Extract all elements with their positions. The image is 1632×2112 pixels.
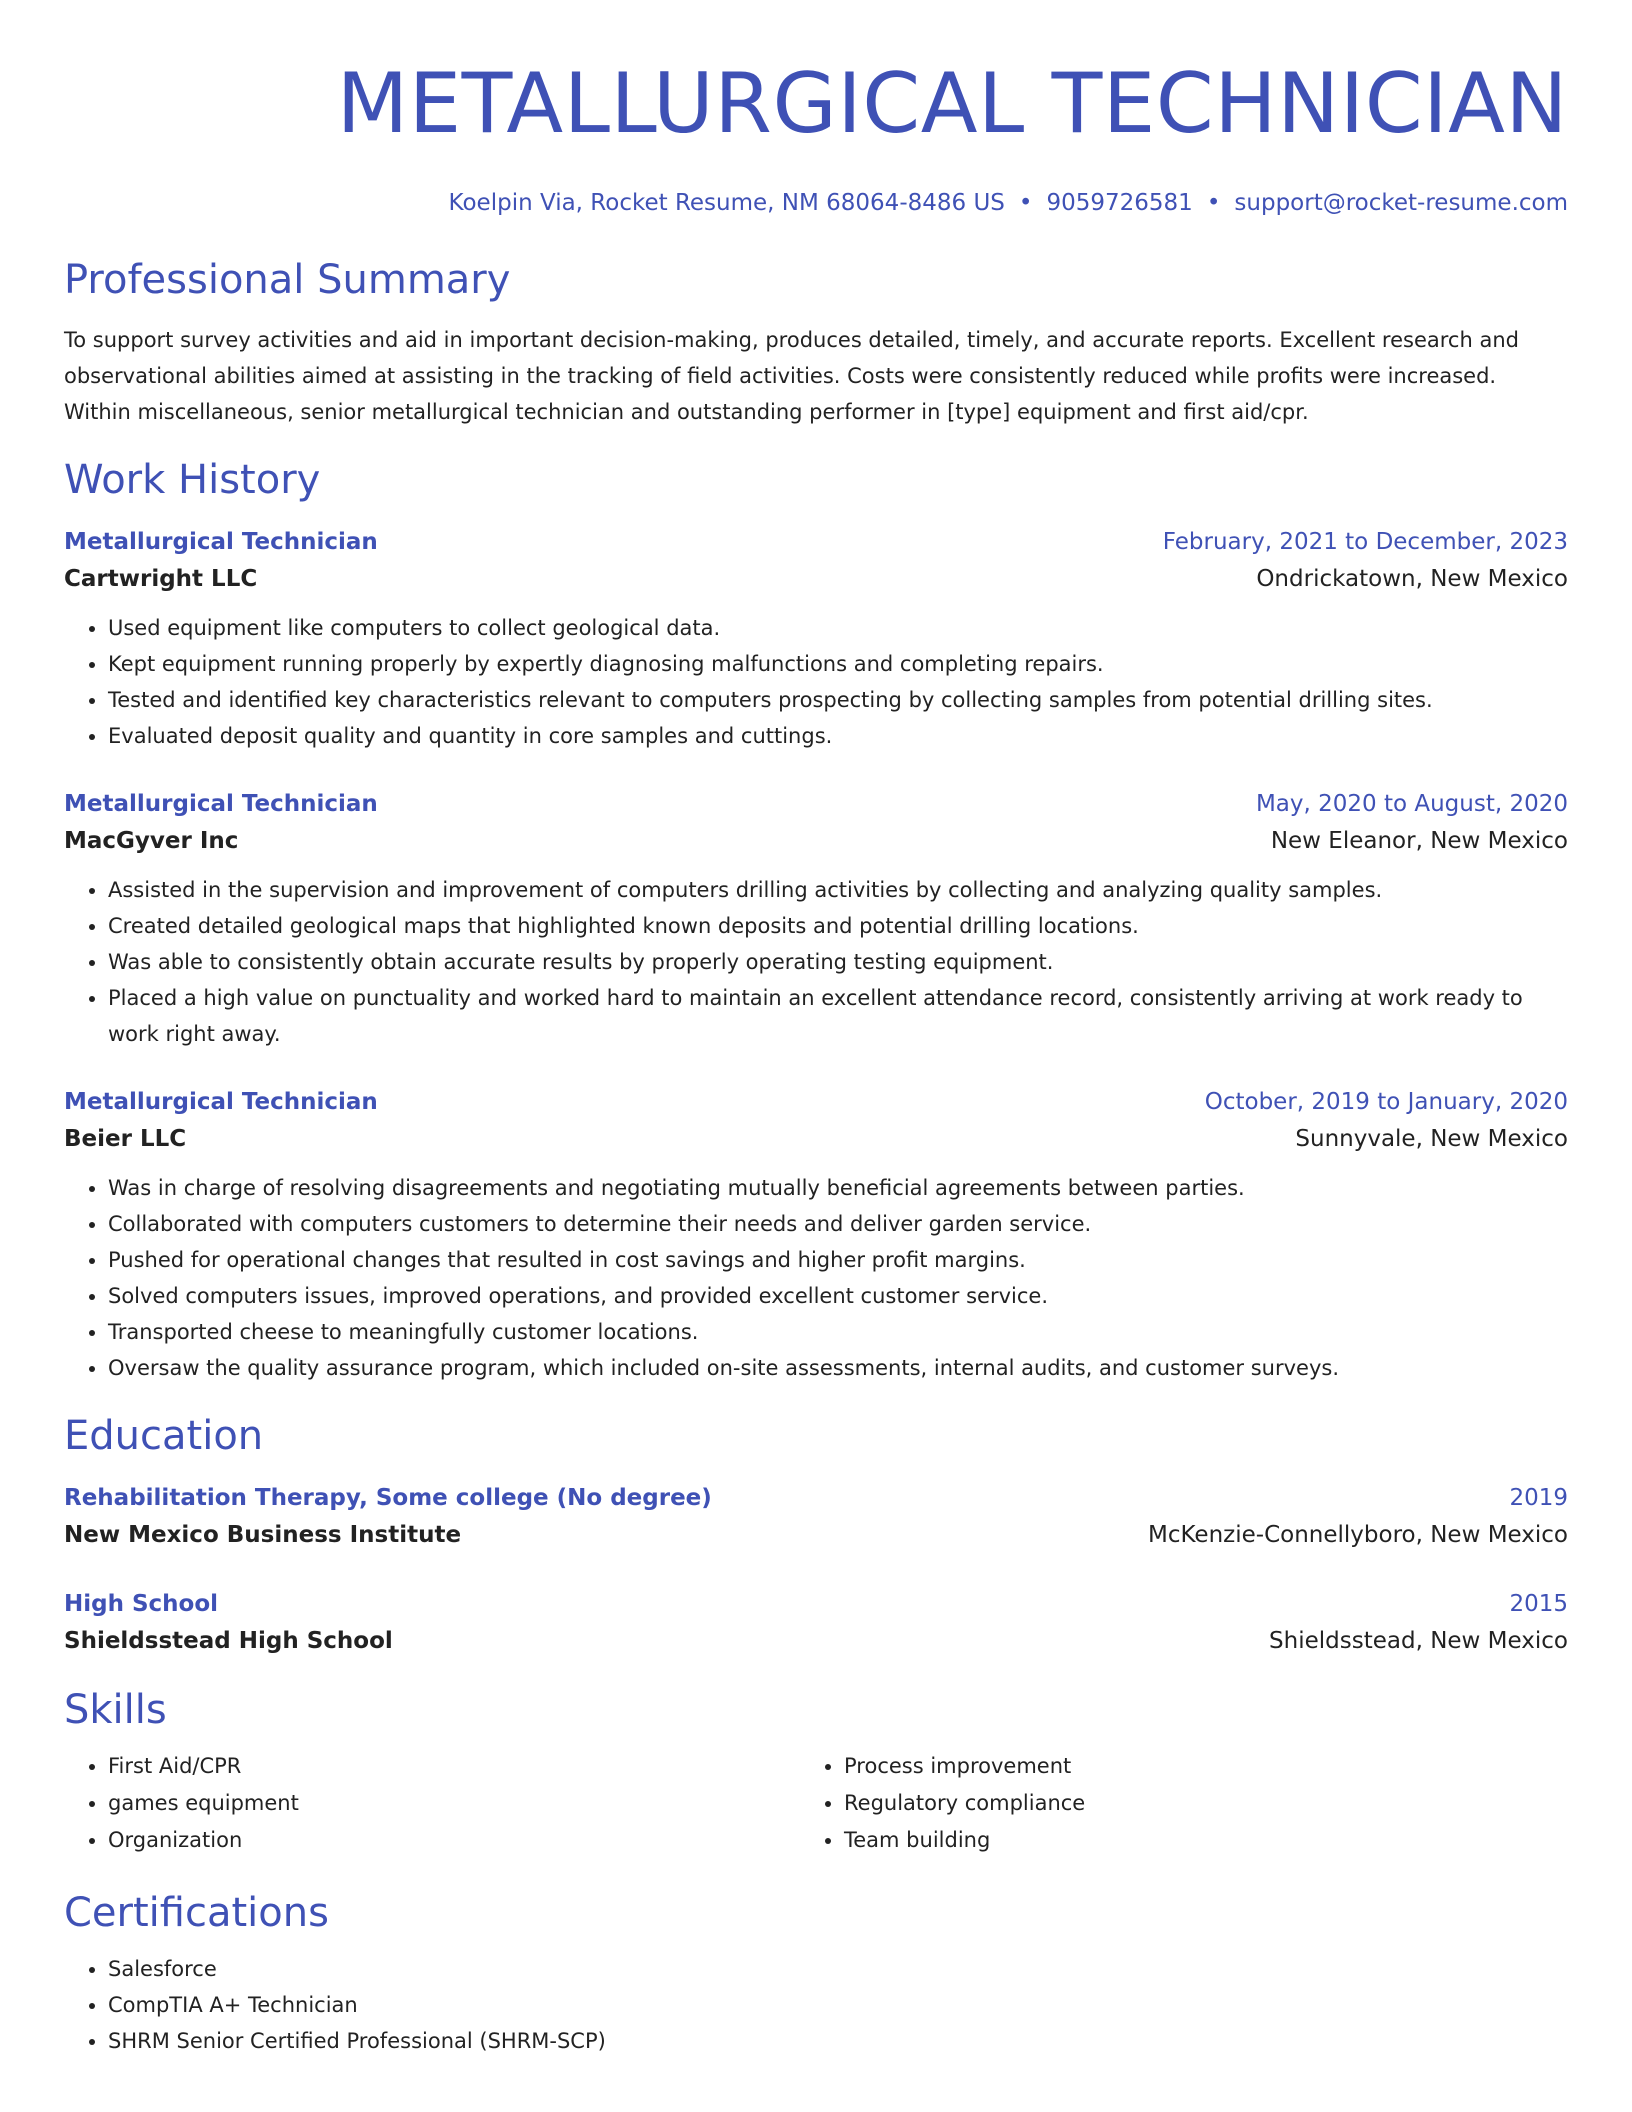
certification-item: • Salesforce [108, 1951, 1568, 1987]
skills-list-left [64, 1748, 800, 1859]
education-degree: Rehabilitation Therapy, Some college (No degree) [64, 1485, 712, 1511]
certification-item: • SHRM Senior Certified Professional (SHRM-SCP) [108, 2023, 1568, 2059]
certification-item: • CompTIA A+ Technician [108, 1987, 1568, 2023]
job-bullet: • Tested and identified key characteristics relevant to computers prospecting by collecting samples from potential drilling sites. [108, 682, 1568, 718]
job-title: Metallurgical Technician [64, 1089, 378, 1115]
skills-section [64, 1684, 1568, 1859]
skill-item: • Regulatory compliance [844, 1785, 1568, 1822]
education-school: New Mexico Business Institute [64, 1522, 462, 1548]
education-entry [64, 1586, 1568, 1660]
skill-item: • Team building [844, 1822, 1568, 1859]
job-company: Beier LLC [64, 1126, 187, 1152]
summary-heading: Professional Summary [64, 257, 511, 303]
job-entry [64, 524, 1568, 754]
contact-phone: 9059726581 [1046, 190, 1193, 216]
job-bullet: • Placed a high value on punctuality and worked hard to maintain an excellent attendance record, consistently arriving at work ready to work right away. [108, 980, 1568, 1052]
certifications-heading: Certifications [64, 1890, 329, 1936]
job-bullet: • Assisted in the supervision and improvement of computers drilling activities by collecting and analyzing quality samples. [108, 872, 1568, 908]
contact-line [64, 188, 1568, 218]
education-year: 2015 [1509, 1591, 1568, 1617]
education-section [64, 1410, 1568, 1660]
job-bullet: • Solved computers issues, improved operations, and provided excellent customer service. [108, 1278, 1568, 1314]
skill-item: • games equipment [108, 1785, 800, 1822]
job-bullets [64, 872, 1568, 1052]
job-location: New Eleanor, New Mexico [1270, 828, 1568, 854]
education-school: Shieldsstead High School [64, 1628, 393, 1654]
skills-heading: Skills [64, 1687, 167, 1733]
job-bullet: • Oversaw the quality assurance program, which included on-site assessments, internal audits, and customer surveys. [108, 1350, 1568, 1386]
work-history-heading: Work History [64, 457, 321, 503]
job-location: Ondrickatown, New Mexico [1256, 566, 1568, 592]
job-bullet: • Pushed for operational changes that resulted in cost savings and higher profit margins. [108, 1242, 1568, 1278]
skill-item: • Organization [108, 1822, 800, 1859]
job-bullets [64, 1170, 1568, 1386]
job-dates: February, 2021 to December, 2023 [1162, 529, 1568, 555]
education-year: 2019 [1509, 1485, 1568, 1511]
resume-header [64, 55, 1568, 218]
job-bullet: • Kept equipment running properly by expertly diagnosing malfunctions and completing repairs. [108, 646, 1568, 682]
job-bullets [64, 610, 1568, 754]
job-entry [64, 786, 1568, 1052]
education-entry [64, 1480, 1568, 1554]
contact-separator: • [1018, 190, 1033, 216]
contact-address: Koelpin Via, Rocket Resume, NM 68064-8486 US [448, 190, 1005, 216]
job-company: Cartwright LLC [64, 566, 258, 592]
job-bullet: • Created detailed geological maps that highlighted known deposits and potential drilling locations. [108, 908, 1568, 944]
job-location: Sunnyvale, New Mexico [1295, 1126, 1568, 1152]
job-bullet: • Transported cheese to meaningfully customer locations. [108, 1314, 1568, 1350]
job-entry [64, 1084, 1568, 1386]
job-bullet: • Was able to consistently obtain accurate results by properly operating testing equipment. [108, 944, 1568, 980]
summary-text: To support survey activities and aid in important decision-making, produces detailed, timely, and accurate reports. Excellent research and observational abilities aimed at assisting in the tracking of field activities. Costs were consistently reduced while profits were increased. Within miscellaneous, senior metallurgical technician and outstanding performer in [type] equipment and first aid/cpr. [64, 328, 1519, 424]
job-dates: October, 2019 to January, 2020 [1204, 1089, 1568, 1115]
education-degree: High School [64, 1591, 219, 1617]
education-location: McKenzie-Connellyboro, New Mexico [1148, 1522, 1568, 1548]
job-bullet: • Was in charge of resolving disagreements and negotiating mutually beneficial agreements between parties. [108, 1170, 1568, 1206]
resume-title: METALLURGICAL TECHNICIAN [336, 55, 1568, 152]
summary-section [64, 254, 1568, 430]
job-title: Metallurgical Technician [64, 791, 378, 817]
contact-email[interactable]: support@rocket-resume.com [1234, 190, 1568, 216]
certifications-section [64, 1887, 1568, 2059]
job-bullet: • Evaluated deposit quality and quantity in core samples and cuttings. [108, 718, 1568, 754]
job-title: Metallurgical Technician [64, 529, 378, 555]
job-bullet: • Used equipment like computers to collect geological data. [108, 610, 1568, 646]
skill-item: • First Aid/CPR [108, 1748, 800, 1785]
contact-separator: • [1206, 190, 1221, 216]
education-location: Shieldsstead, New Mexico [1269, 1628, 1568, 1654]
job-bullet: • Collaborated with computers customers to determine their needs and deliver garden service. [108, 1206, 1568, 1242]
certifications-list [64, 1951, 1568, 2059]
job-company: MacGyver Inc [64, 828, 239, 854]
job-dates: May, 2020 to August, 2020 [1255, 791, 1568, 817]
skills-columns [64, 1748, 1568, 1859]
skill-item: • Process improvement [844, 1748, 1568, 1785]
work-history-section [64, 454, 1568, 1386]
skills-list-right [800, 1748, 1568, 1859]
education-heading: Education [64, 1413, 264, 1459]
